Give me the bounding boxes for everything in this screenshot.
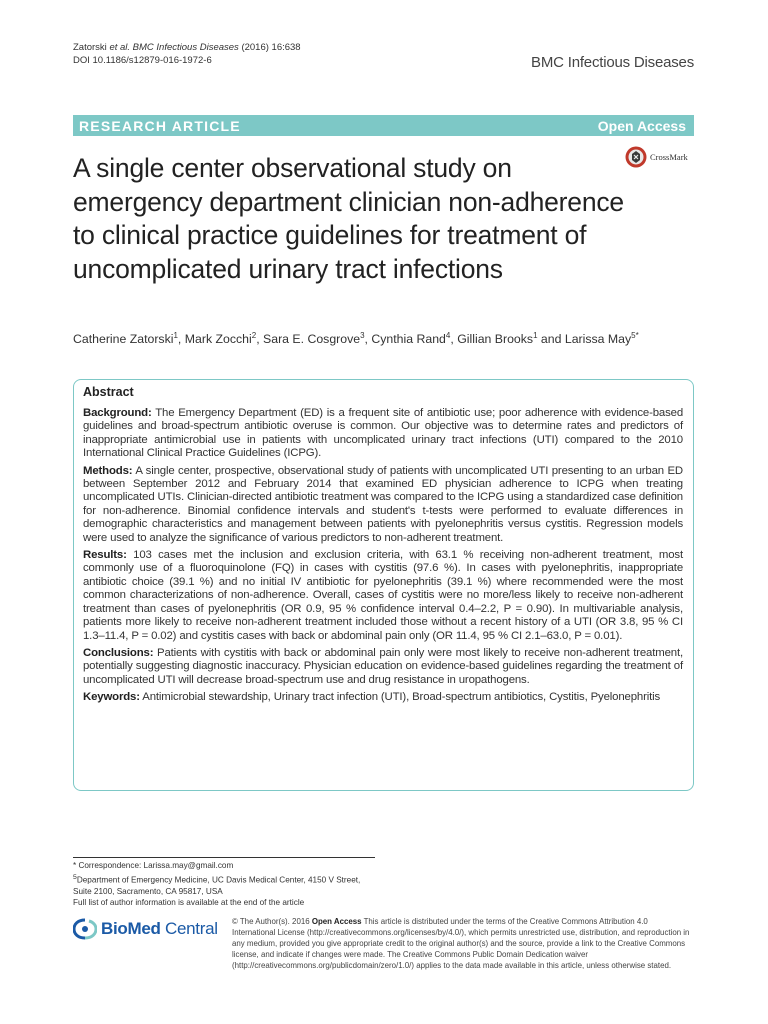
abstract-keywords: [83, 691, 683, 704]
author-list: [73, 331, 639, 346]
abstract-results: [83, 549, 683, 643]
affiliation-text: Department of Emergency Medicine, UC Davis Medical Center, 4150 V Street, Suite 2100, Sacramento, CA 95817, USA: [73, 875, 361, 896]
crossmark-label: CrossMark: [650, 152, 688, 162]
results-label: Results:: [83, 549, 127, 562]
author-affiliation-sup: 2: [251, 331, 257, 340]
open-access-label: Open Access: [597, 117, 686, 134]
citation: [73, 41, 301, 67]
abstract-methods: [83, 465, 683, 545]
author-separator: ,: [364, 332, 372, 347]
affiliation-sup: 5: [73, 873, 77, 881]
publisher-name-bold: BioMed: [101, 919, 161, 938]
author-name[interactable]: Catherine Zatorski: [73, 332, 174, 347]
conclusions-label: Conclusions:: [83, 646, 154, 659]
author-name[interactable]: Larissa May: [564, 332, 632, 347]
journal-name: BMC Infectious Diseases: [531, 54, 694, 71]
author-separator: ,: [256, 332, 264, 347]
license-open-access: Open Access: [311, 917, 362, 926]
abstract-conclusions: [83, 647, 683, 687]
conclusions-text: Patients with cystitis with back or abdominal pain only were most likely to receive non-adherent treatment, potentially suggesting diagnostic inaccuracy. Physician education on evidence-based guidelines regarding the treatment of uncomplicated UTI will decrease broad-spectrum use and drug resistance in uropathogens.: [83, 646, 683, 686]
citation-journal: et al. BMC Infectious Diseases: [109, 42, 239, 53]
abstract-heading: Abstract: [83, 385, 134, 399]
license-text: This article is distributed under the terms of the Creative Commons Attribution 4.0 International License (http://creativecommons.org/licenses/by/4.0/), which permits unrestricted use, distribution, and reproduction in any medium, provided you give appropriate credit to the original author(s) and the source, provide a link to the Creative Commons license, and indicate if changes were made. The Creative Commons Public Domain Dedication waiver (http://creativecommons.org/publicdomain/zero/1.0/) applies to the data made available in this article, unless otherwise stated.: [232, 917, 690, 970]
author-affiliation-sup: 1: [533, 331, 538, 340]
background-text: The Emergency Department (ED) is a frequent site of antibiotic use; poor adherence with evidence-based guidelines and broad-spectrum antibiotic overuse is common. Our objective was to determine rates and predictors of inappropriate antimicrobial use in patients with uncomplicated urinary tract infections (UTI) compared to the 2010 International Clinical Practice Guidelines (ICPG).: [83, 407, 684, 460]
abstract-box: [73, 379, 694, 791]
biomed-central-icon: [73, 918, 97, 940]
keywords-text: Antimicrobial stewardship, Urinary tract infection (UTI), Broad-spectrum antibiotics, Cystitis, Pyelonephritis: [142, 691, 661, 704]
publisher-logo: [73, 918, 218, 940]
results-text: 103 cases met the inclusion and exclusion criteria, with 63.1 % receiving non-adherent treatment, most commonly use of a fluoroquinolone (FQ) in cases with cystitis (97.6 %). In cases with pyelonephritis, inappropriate antibiotic choice (39.1 %) and no initial IV antibiotic for pyelonephritis (39.1 %) where recommended were the most common characterizations of non-adherence. Overall, cases of cystitis were no more/less likely to receive non-adherent treatment than cases of pyelonephritis (OR 0.9, 95 % confidence interval 0.4–2.2, P = 0.90). In multivariable analysis, patients more likely to receive non-adherent treatment included those without a recent history of a UTI (OR 3.8, 95 % CI 1.3–11.4, P = 0.02) and cystitis cases with back or abdominal pain only (OR 11.4, 95 % CI 2.1–63.0, P = 0.01).: [83, 549, 683, 642]
full-list-note: Full list of author information is available at the end of the article: [73, 898, 305, 908]
article-title: A single center observational study on emergency department clinician non-adherence to clinical practice guidelines for treatment of uncomplicated urinary tract infections: [73, 153, 624, 284]
citation-authors: Zatorski: [73, 42, 107, 53]
keywords-label: Keywords:: [83, 691, 140, 704]
publisher-name-regular: Central: [160, 919, 218, 938]
author-name[interactable]: Cynthia Rand: [371, 332, 446, 347]
background-label: Background:: [83, 407, 152, 419]
publisher-name: [101, 919, 218, 939]
author-affiliation-sup: 5*: [631, 331, 639, 340]
crossmark-badge[interactable]: [625, 146, 688, 168]
author-separator: ,: [450, 332, 458, 347]
author-affiliation-sup: 4: [445, 331, 451, 340]
abstract-background: [83, 407, 683, 461]
author-affiliation-sup: 3: [360, 331, 365, 340]
author-name[interactable]: Mark Zocchi: [184, 332, 252, 347]
license-statement: [232, 916, 692, 971]
article-type-banner: [73, 115, 694, 136]
doi[interactable]: DOI 10.1186/s12879-016-1972-6: [73, 55, 212, 66]
correspondence[interactable]: * Correspondence: Larissa.may@gmail.com: [73, 861, 234, 870]
article-type: RESEARCH ARTICLE: [79, 117, 241, 134]
author-separator: and: [537, 332, 565, 347]
crossmark-icon: [625, 146, 647, 168]
author-affiliation-sup: 1: [173, 331, 178, 340]
methods-text: A single center, prospective, observational study of patients with uncomplicated UTI presenting to an urban ED between September 2012 and February 2014 that examined ED physician adherence to ICPG when treating uncomplicated UTIs. Clinician-directed antibiotic treatment was compared to the ICPG using a standardized case definition for non-adherence. Binomial confidence intervals and student's t-tests were performed to evaluate differences in demographic characteristics and management between patients with pyelonephritis versus cystitis. Regression models were used to analyze the significance of various predictors to non-adherent treatment.: [83, 464, 684, 544]
citation-year: (2016) 16:638: [241, 42, 301, 53]
author-name[interactable]: Sara E. Cosgrove: [263, 332, 361, 347]
affiliation: [73, 872, 375, 898]
methods-label: Methods:: [83, 464, 133, 477]
license-prefix: © The Author(s). 2016: [232, 917, 310, 926]
footnotes: [73, 857, 375, 909]
author-name[interactable]: Gillian Brooks: [457, 332, 534, 347]
author-separator: ,: [177, 332, 185, 347]
